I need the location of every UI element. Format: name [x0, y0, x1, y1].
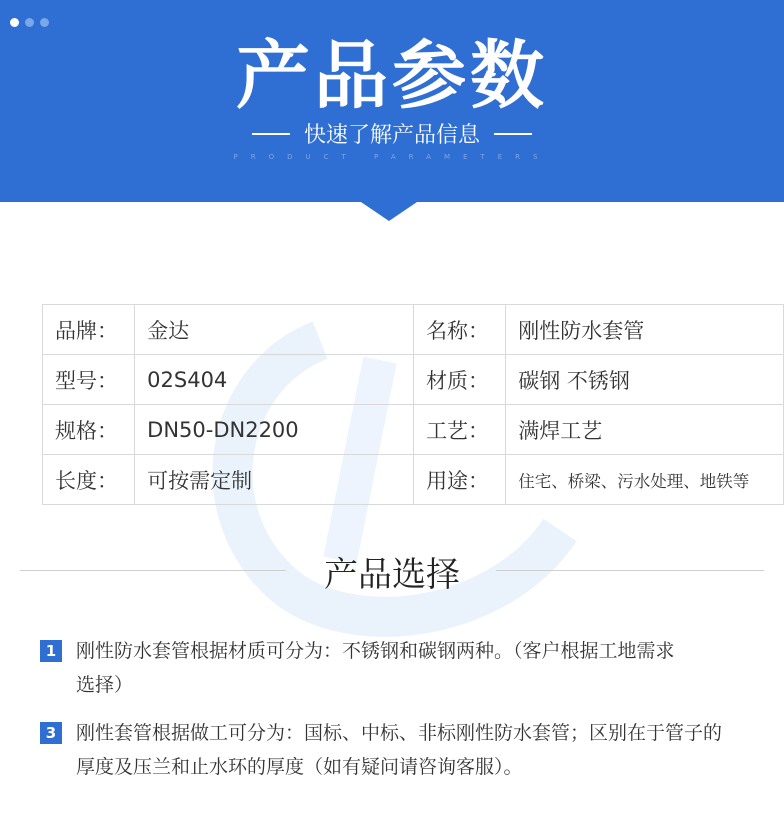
param-value: 满焊工艺: [506, 405, 784, 455]
params-row: [43, 405, 784, 455]
param-key: 品牌：: [43, 305, 135, 355]
params-table: [42, 304, 784, 505]
divider-line: [252, 133, 290, 135]
params-row: [43, 355, 784, 405]
param-key: 型号：: [43, 355, 135, 405]
item-text-cont: 选择）: [76, 674, 134, 696]
param-value: 金达: [135, 305, 414, 355]
param-key: 工艺：: [414, 405, 506, 455]
item-number-badge: 1: [40, 640, 62, 662]
param-key: 名称：: [414, 305, 506, 355]
banner-english: PRODUCT PARAMETERS: [233, 153, 551, 161]
param-value: 刚性防水套管: [506, 305, 784, 355]
param-key: 规格：: [43, 405, 135, 455]
params-row: [43, 455, 784, 505]
param-value: 碳钢 不锈钢: [506, 355, 784, 405]
banner-arrow: [358, 200, 420, 221]
banner-title: 产品参数: [236, 33, 548, 119]
param-key: 用途：: [414, 455, 506, 505]
list-item: [40, 634, 750, 702]
item-number-badge: 3: [40, 722, 62, 744]
divider-line: [494, 133, 532, 135]
param-value: 02S404: [135, 355, 414, 405]
item-text: 刚性套管根据做工可分为：国标、中标、非标刚性防水套管；区别在于管子的: [76, 722, 723, 744]
list-item: [40, 716, 750, 784]
param-key: 长度：: [43, 455, 135, 505]
param-value: 可按需定制: [135, 455, 414, 505]
banner-subtitle-row: [0, 118, 784, 149]
section-title: 产品选择: [324, 555, 460, 595]
param-key: 材质：: [414, 355, 506, 405]
param-value: 住宅、桥梁、污水处理、地铁等: [506, 455, 784, 505]
banner-subtitle: 快速了解产品信息: [303, 123, 480, 148]
param-value: DN50-DN2200: [135, 405, 414, 455]
params-row: [43, 305, 784, 355]
window-dots: [10, 18, 49, 27]
item-text: 刚性防水套管根据材质可分为：不锈钢和碳钢两种。（客户根据工地需求: [76, 640, 675, 662]
item-text-cont: 厚度及压兰和止水环的厚度（如有疑问请咨询客服）。: [76, 756, 523, 778]
header-banner: [0, 0, 784, 202]
